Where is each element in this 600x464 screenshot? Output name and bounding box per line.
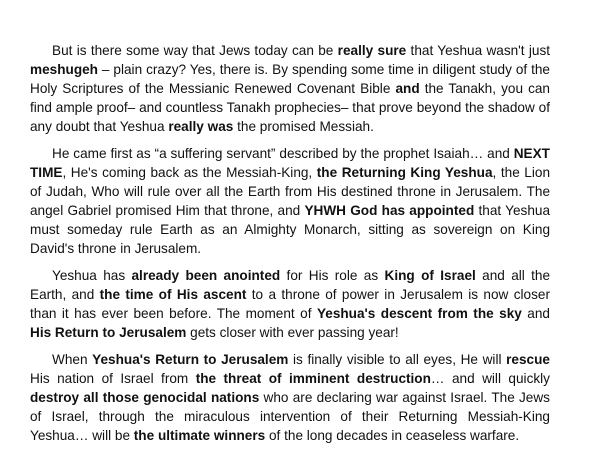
- bold-run: really sure: [337, 43, 407, 58]
- text-run: But is there some way that Jews today can be: [52, 43, 338, 58]
- paragraph-4: [30, 350, 550, 445]
- text-run: , the Lion of Judah, Who will rule over all the Earth from His destined throne in Jerusalem. The angel Gabriel promised Him that throne, and: [30, 165, 551, 218]
- bold-run: destroy all those genocidal nations: [30, 390, 260, 405]
- text-run: – plain crazy? Yes, there is. By spending some time in diligent study of the Holy Scriptures of the Messianic Renewed Covenant Bible: [30, 62, 550, 96]
- text-run: When: [52, 352, 93, 367]
- bold-run: really was: [168, 119, 234, 134]
- text-run: gets closer with ever passing year!: [186, 325, 399, 340]
- paragraph-2: [30, 144, 550, 258]
- bold-run: the threat of imminent destruction: [195, 371, 431, 386]
- text-run: and: [521, 306, 550, 321]
- text-run: , He's coming back as the Messiah-King,: [62, 165, 317, 180]
- bold-run: NEXT TIME: [30, 146, 550, 180]
- text-run: … and will quickly: [430, 371, 550, 386]
- bold-run: already been anointed: [131, 268, 281, 283]
- bold-run: YHWH God has appointed: [304, 203, 475, 218]
- text-run: of the long decades in ceaseless warfare.: [265, 428, 520, 443]
- bold-run: and: [395, 81, 420, 96]
- text-run: He came first as “a suffering servant” described by the prophet Isaiah… and: [52, 146, 514, 161]
- text-run: that Yeshua must someday rule Earth as an Almighty Monarch, sitting as sovereign on King David's throne in Jerusalem.: [30, 203, 550, 256]
- text-run: the Tanakh, you can find ample proof– and countless Tanakh prophecies– that prove beyond the shadow of any doubt that Yeshua: [30, 81, 550, 134]
- document-body: [30, 41, 550, 453]
- paragraph-3: [30, 266, 550, 342]
- text-run: who are declaring war against Israel. The Jews of Israel, through the miraculous intervention of their Returning Messiah-King Yeshua… will be: [30, 390, 550, 443]
- text-run: and all the Earth, and: [30, 268, 551, 302]
- text-run: that Yeshua wasn't just: [406, 43, 551, 58]
- bold-run: Yeshua's descent from the sky: [316, 306, 522, 321]
- bold-run: meshugeh: [30, 62, 98, 77]
- bold-run: rescue: [506, 352, 550, 367]
- text-run: is finally visible to all eyes, He will: [288, 352, 507, 367]
- text-run: for His role as: [280, 268, 385, 283]
- bold-run: the time of His ascent: [99, 287, 247, 302]
- bold-run: His Return to Jerusalem: [30, 325, 187, 340]
- bold-run: the Returning King Yeshua: [316, 165, 493, 180]
- text-run: Yeshua has: [52, 268, 132, 283]
- paragraph-1: [30, 41, 550, 136]
- bold-run: Yeshua's Return to Jerusalem: [92, 352, 289, 367]
- text-run: to a throne of power in Jerusalem is now closer than it has ever been before. The moment of: [30, 287, 550, 321]
- bold-run: the ultimate winners: [133, 428, 266, 443]
- text-run: His nation of Israel from: [30, 371, 196, 386]
- text-run: the promised Messiah.: [233, 119, 374, 134]
- bold-run: King of Israel: [384, 268, 476, 283]
